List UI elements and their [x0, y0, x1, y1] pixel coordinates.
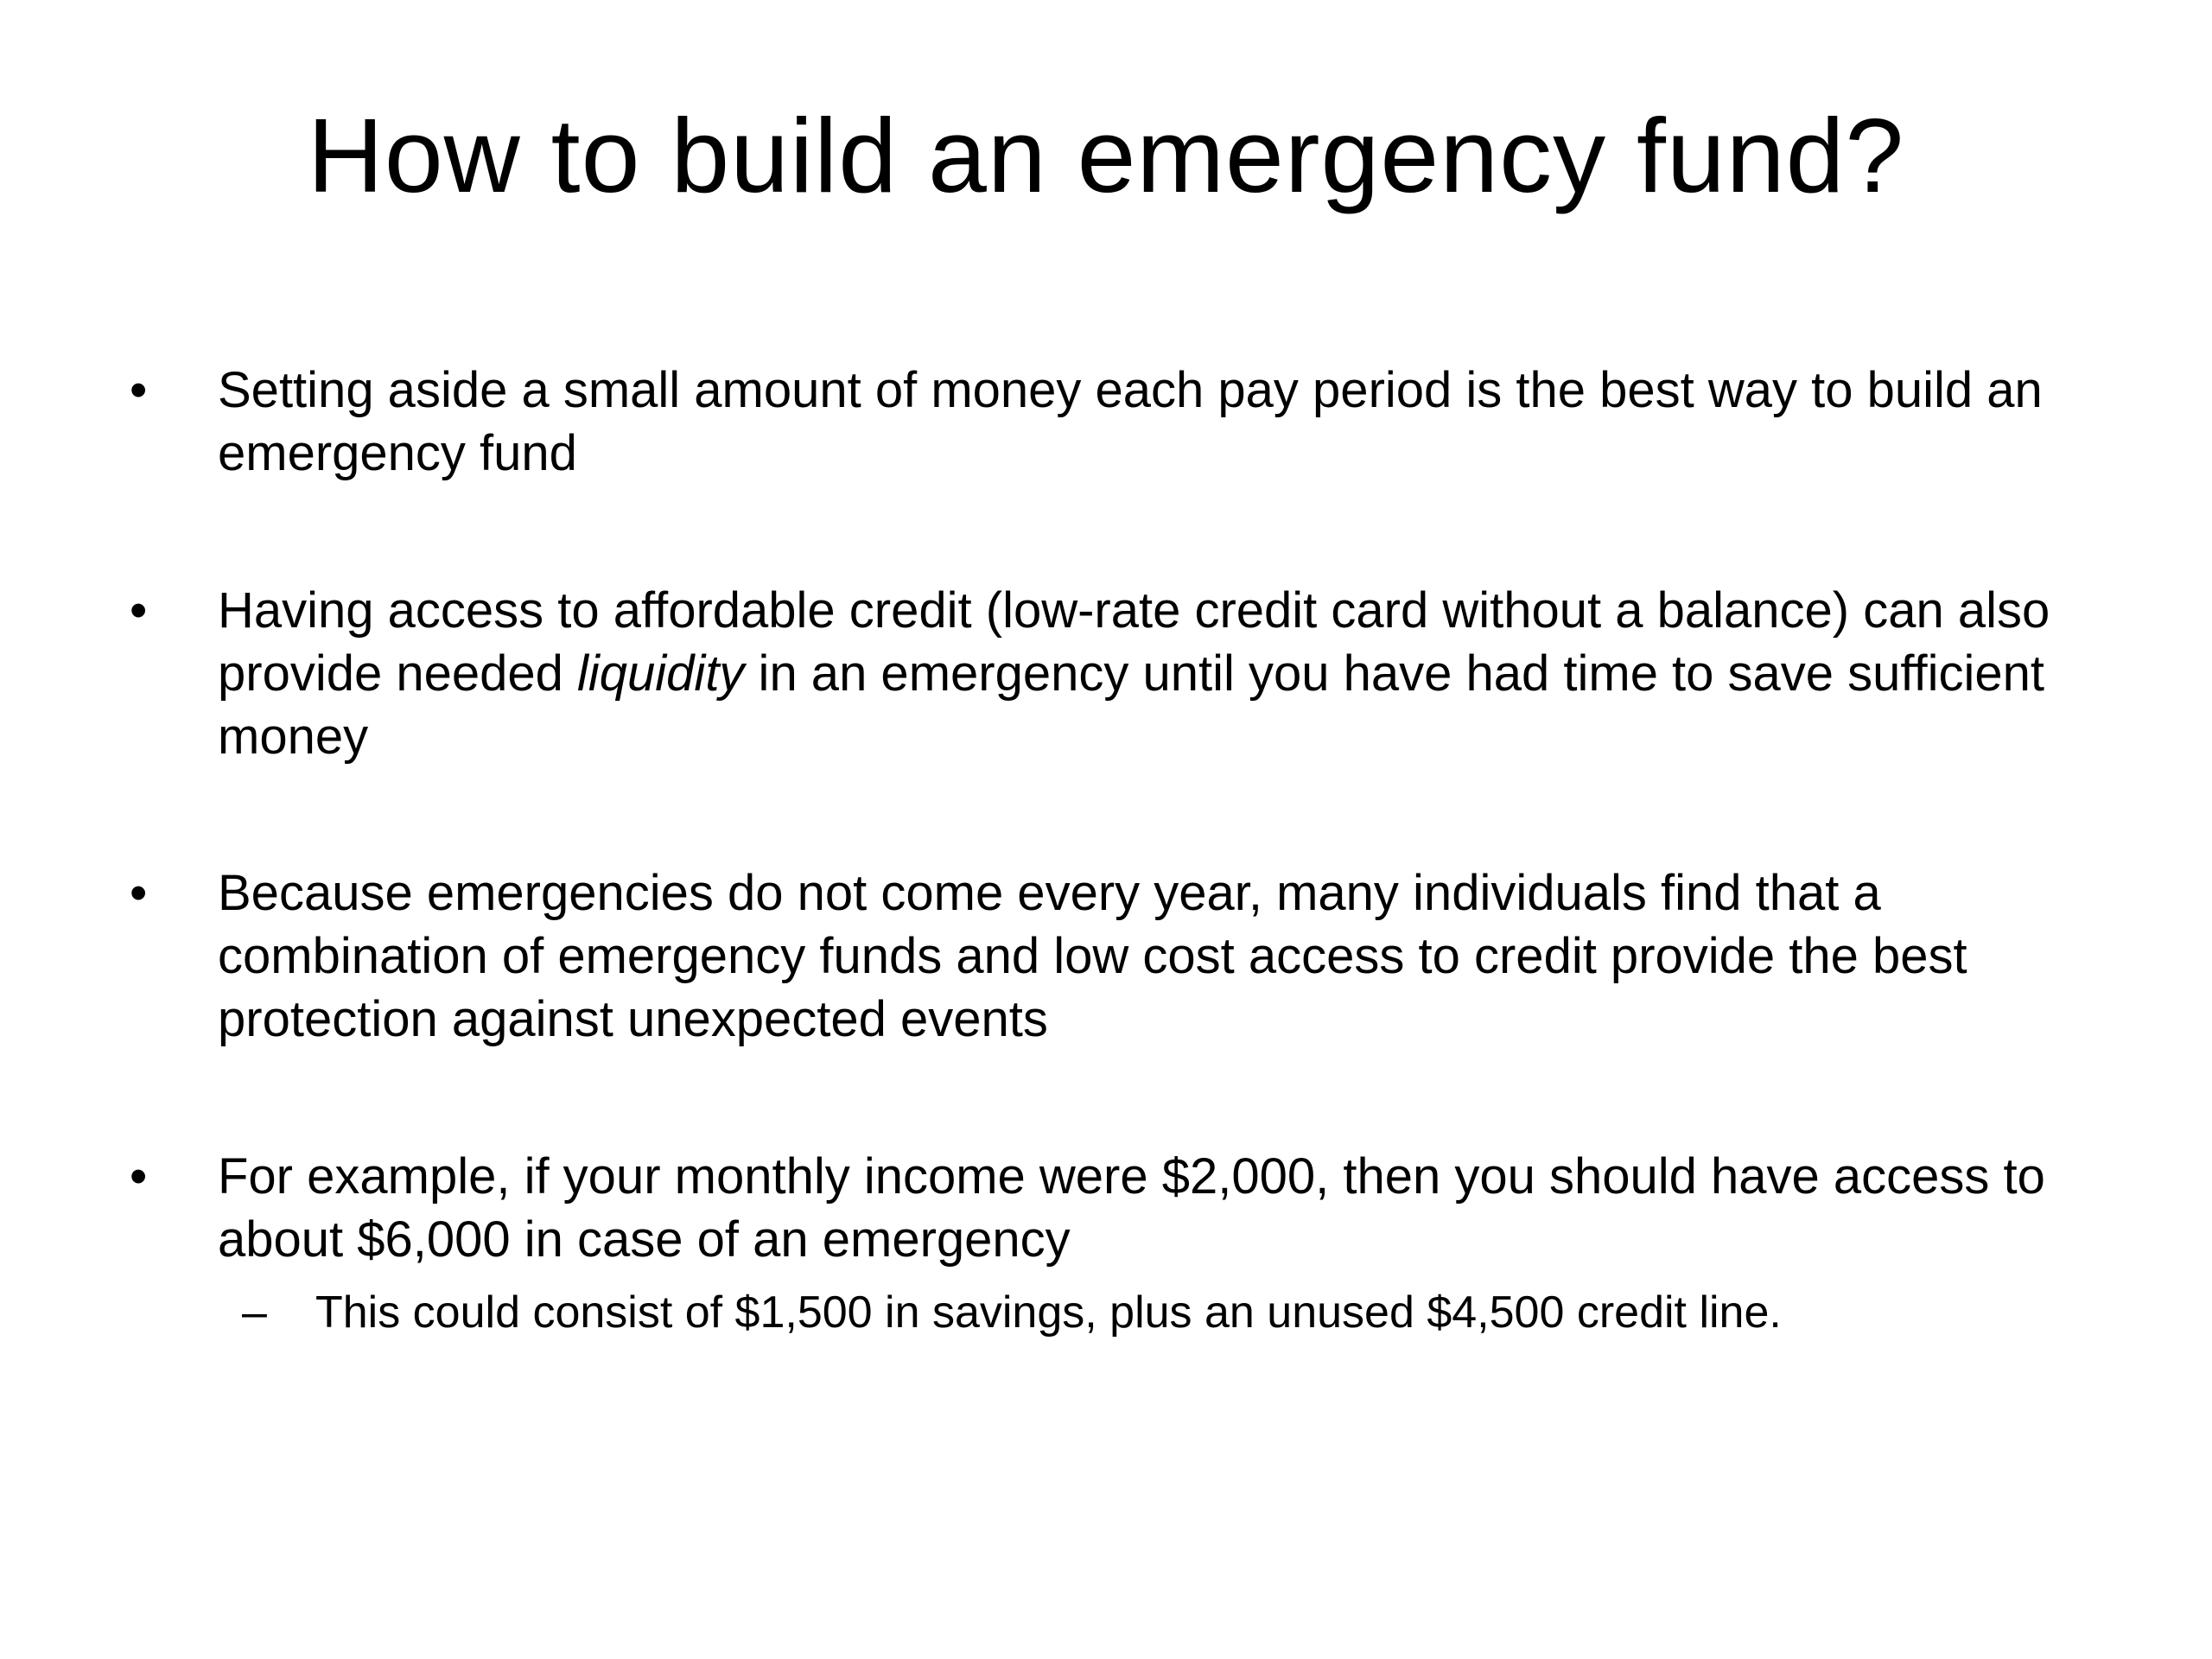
- bullet-dot-icon: •: [130, 362, 148, 418]
- sub-bullet-text: This could consist of $1,500 in savings, plus an unused $4,500 credit line.: [315, 1287, 1782, 1338]
- bullet-dot-icon: •: [130, 1148, 148, 1205]
- bullet-text: [218, 579, 2119, 768]
- bullet-text: Setting aside a small amount of money each pay period is the best way to build an emergency fund: [218, 362, 2043, 481]
- emphasis-liquidity: liquidity: [577, 645, 745, 702]
- dash-icon: –: [242, 1287, 267, 1338]
- bullet-dot-icon: •: [130, 865, 148, 921]
- bullet-text-part: in an emergency until you have had time to save sufficient money: [218, 645, 2045, 765]
- bullet-text: For example, if your monthly income were $2,000, then you should have access to about $6,000 in case of an emergency: [218, 1148, 2045, 1268]
- bullet-text-part: Having access to affordable credit (low-rate credit card without a balance) can also provide needed: [218, 582, 2050, 702]
- slide-title: How to build an emergency fund?: [307, 97, 1905, 214]
- bullet-text: Because emergencies do not come every year, many individuals find that a combination of emergency funds and low cost access to credit provide the best protection against unexpected events: [218, 865, 1967, 1047]
- bullet-dot-icon: •: [130, 582, 148, 639]
